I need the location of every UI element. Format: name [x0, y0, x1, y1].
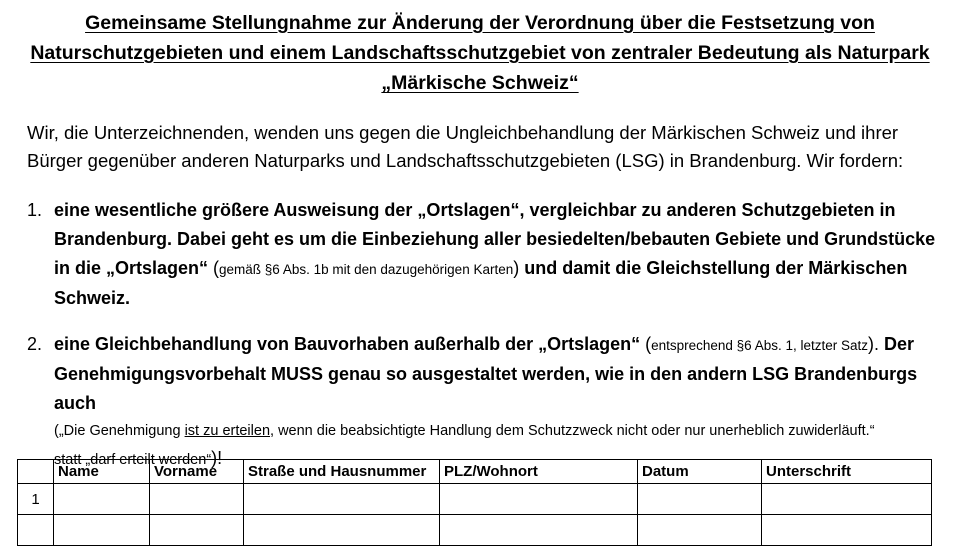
column-header-name: Name	[54, 460, 150, 484]
row-number-cell: 1	[18, 484, 54, 515]
item-2-line-1	[54, 330, 952, 360]
note-text-cont: , wenn die beabsichtigte Handlung dem Schutzzweck nicht oder nur unerheblich zuwiderläuft.“	[270, 423, 875, 439]
paren-open: (	[640, 334, 652, 354]
signature-table	[17, 459, 932, 546]
note-underlined: ist zu erteilen	[184, 423, 271, 439]
vorname-cell[interactable]	[150, 484, 244, 515]
datum-cell[interactable]	[638, 515, 762, 546]
strasse-cell[interactable]	[244, 484, 440, 515]
note-text: („Die Genehmigung	[54, 423, 185, 439]
datum-cell[interactable]	[638, 484, 762, 515]
item-number: 1.	[27, 200, 43, 220]
item-2-line-2: Genehmigungsvorbehalt MUSS genau so ausgestaltet werden, wie in den andern LSG Brandenburgs auch	[54, 364, 918, 413]
unterschrift-cell[interactable]	[762, 515, 932, 546]
note-text-2: statt „darf erteilt werden“	[54, 452, 212, 468]
item-1-reference: gemäß §6 Abs. 1b mit den dazugehörigen Karten	[219, 262, 514, 277]
column-header-number	[18, 460, 54, 484]
intro-line-1: Wir, die Unterzeichnenden, wenden uns gegen die Ungleichbehandlung der Märkischen Schweiz und ihrer	[27, 122, 899, 143]
item-2-text-cont: Der	[879, 334, 915, 354]
table-row	[18, 515, 932, 546]
intro-paragraph	[27, 119, 947, 175]
item-1-text: in die „Ortslagen“	[54, 258, 209, 278]
paren-close: )	[513, 258, 520, 278]
item-1-line-3	[54, 254, 952, 284]
item-number: 2.	[27, 334, 43, 354]
column-header-datum: Datum	[638, 460, 762, 484]
note-end: )!	[211, 448, 223, 468]
intro-line-2: Bürger gegenüber anderen Naturparks und Landschaftsschutzgebieten (LSG) in Brandenburg. Wir fordern:	[27, 150, 904, 171]
paren-close: ).	[868, 334, 879, 354]
demand-item-1	[27, 196, 952, 313]
title-line-2: Naturschutzgebieten und einem Landschaftsschutzgebiet von zentraler Bedeutung als Naturpark	[30, 42, 930, 64]
unterschrift-cell[interactable]	[762, 484, 932, 515]
item-1-text-cont: und damit die Gleichstellung der Märkischen	[519, 258, 908, 278]
item-2-text: eine Gleichbehandlung von Bauvorhaben außerhalb der „Ortslagen“	[54, 334, 641, 354]
paren-open: (	[208, 258, 220, 278]
column-header-plz: PLZ/Wohnort	[440, 460, 638, 484]
item-1-line-2: Brandenburg. Dabei geht es um die Einbeziehung aller besiedelten/bebauten Gebiete und Grundstücke	[54, 229, 936, 249]
title-line-1: Gemeinsame Stellungnahme zur Änderung der Verordnung über die Festsetzung von	[85, 12, 875, 34]
column-header-strasse: Straße und Hausnummer	[244, 460, 440, 484]
table-header-row	[18, 460, 932, 484]
row-number-cell	[18, 515, 54, 546]
column-header-vorname: Vorname	[150, 460, 244, 484]
item-1-line-4: Schweiz.	[54, 288, 131, 308]
document-title	[10, 8, 950, 98]
strasse-cell[interactable]	[244, 515, 440, 546]
plz-cell[interactable]	[440, 484, 638, 515]
item-2-note	[54, 418, 952, 445]
item-1-line-1: eine wesentliche größere Ausweisung der „Ortslagen“, vergleichbar zu anderen Schutzgebieten in	[54, 200, 896, 220]
title-line-3: „Märkische Schweiz“	[381, 72, 579, 94]
demand-item-2	[27, 330, 952, 474]
item-2-reference: entsprechend §6 Abs. 1, letzter Satz	[651, 338, 868, 353]
plz-cell[interactable]	[440, 515, 638, 546]
name-cell[interactable]	[54, 484, 150, 515]
vorname-cell[interactable]	[150, 515, 244, 546]
table-row	[18, 484, 932, 515]
name-cell[interactable]	[54, 515, 150, 546]
column-header-unterschrift: Unterschrift	[762, 460, 932, 484]
